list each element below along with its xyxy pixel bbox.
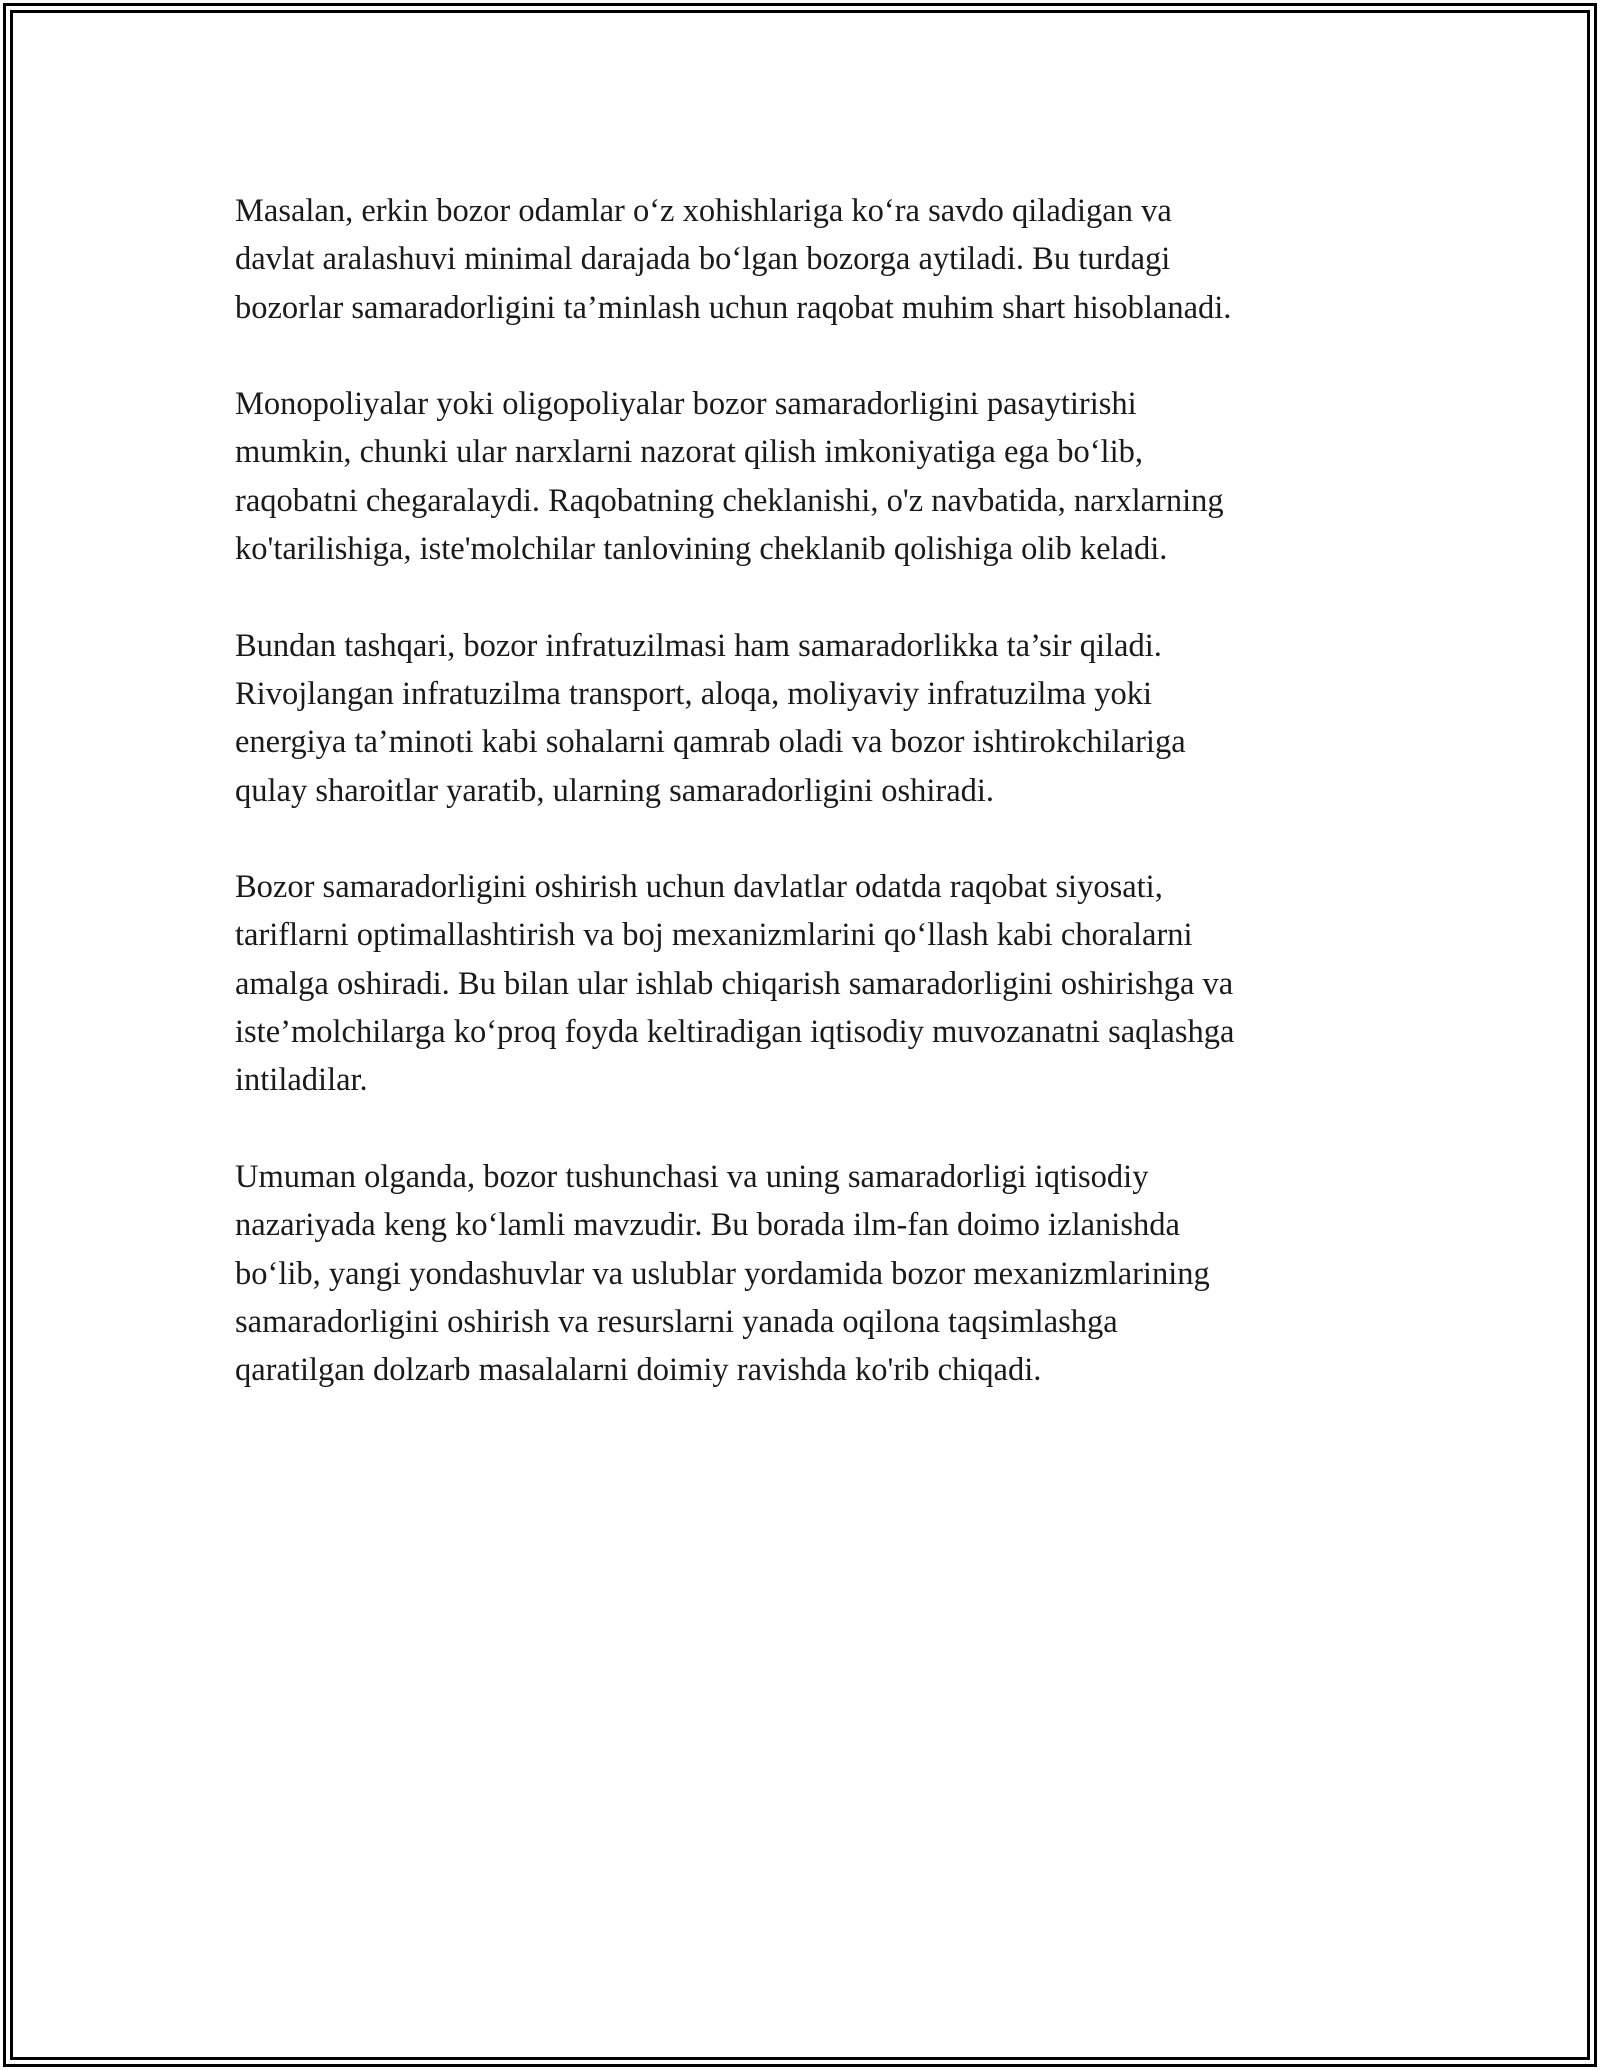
paragraph-infrastructure: Bundan tashqari, bozor infratuzilmasi ham samaradorlikka ta’sir qiladi. Rivojlangan infratuzilma transport, aloqa, moliyaviy infratuzilma yoki energiya ta’minoti kabi sohalarni qamrab oladi va bozor ishtirokchilariga qulay sharoitlar yaratib, ularning samaradorligini oshiradi. xyxy=(235,627,1186,809)
paragraph-conclusion: Umuman olganda, bozor tushunchasi va uning samaradorligi iqtisodiy nazariyada keng ko‘lamli mavzudir. Bu borada ilm-fan doimo izlanishda bo‘lib, yangi yondashuvlar va uslublar yordamida bozor mexanizmlarining samaradorligini oshirish va resurslarni yanada oqilona taqsimlashga qaratilgan dolzarb masalalarni doimiy ravishda ko'rib chiqadi. xyxy=(235,1158,1210,1389)
paragraph-monopolies: Monopoliyalar yoki oligopoliyalar bozor samaradorligini pasaytirishi mumkin, chunki ular narxlarni nazorat qilish imkoniyatiga ega bo‘lib, raqobatni chegaralaydi. Raqobatning cheklanishi, o'z navbatida, narxlarning ko'tarilishiga, iste'molchilar tanlovining cheklanib qolishiga olib keladi. xyxy=(235,386,1224,568)
document-body xyxy=(235,187,1385,1443)
paragraph-free-market: Masalan, erkin bozor odamlar o‘z xohishlariga ko‘ra savdo qiladigan va davlat aralashuvi minimal darajada bo‘lgan bozorga aytiladi. Bu turdagi bozorlar samaradorligini ta’minlash uchun raqobat muhim shart hisoblanadi. xyxy=(235,193,1232,326)
paragraph-state-measures: Bozor samaradorligini oshirish uchun davlatlar odatda raqobat siyosati, tariflarni optimallashtirish va boj mexanizmlarini qo‘llash kabi choralarni amalga oshiradi. Bu bilan ular ishlab chiqarish samaradorligini oshirishga va iste’molchilarga ko‘proq foyda keltiradigan iqtisodiy muvozanatni saqlashga intiladilar. xyxy=(235,869,1235,1099)
